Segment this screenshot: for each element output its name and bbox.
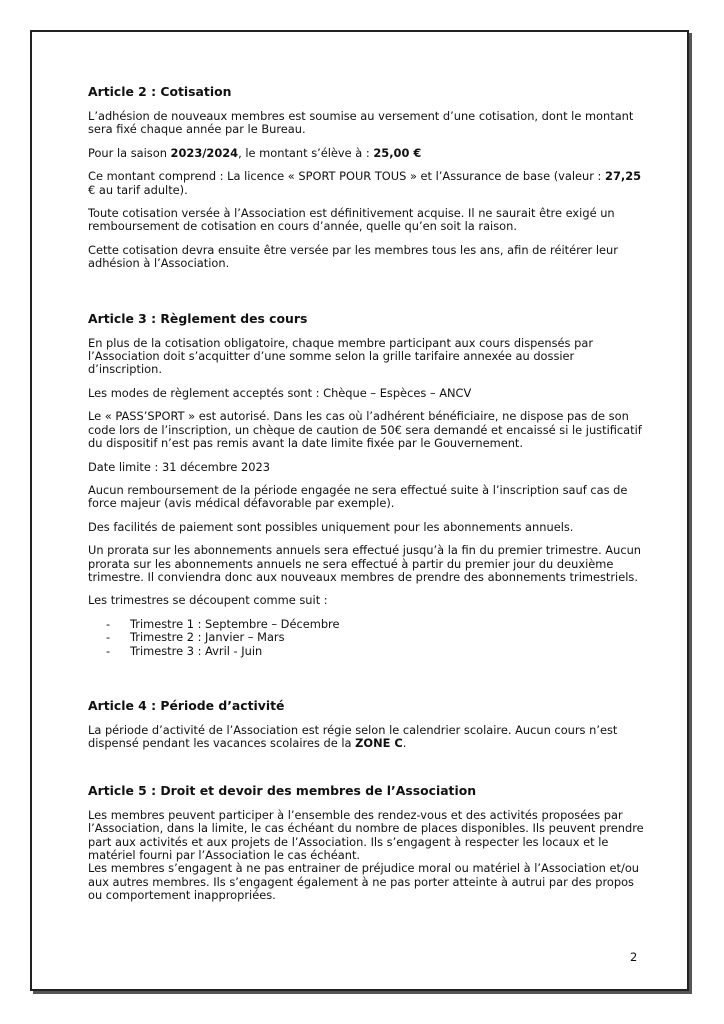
dash-bullet: - — [106, 616, 111, 631]
article-3-paragraph-2: Les modes de règlement acceptés sont : Chèque – Espèces – ANCV — [88, 385, 472, 400]
licence-text-end: € au tarif adulte). — [88, 182, 188, 197]
amount-text: , le montant s’élève à : — [238, 145, 374, 160]
article-3 — [88, 311, 648, 658]
calendar-text: La période d’activité de l’Association est régie selon le calendrier scolaire. Aucun cours n’est dispensé pendant les vacances scolaires de la — [88, 722, 618, 751]
list-item — [106, 645, 648, 658]
article-2-paragraph-5: Cette cotisation devra ensuite être versée par les membres tous les ans, afin de réitérer leur adhésion à l’Association. — [88, 242, 618, 271]
article-2-paragraph-3 — [88, 170, 648, 197]
dash-bullet: - — [106, 643, 111, 658]
list-item-text: Trimestre 3 : Avril - Juin — [130, 643, 263, 658]
article-5-paragraph-1: Les membres peuvent participer à l’ensemble des rendez-vous et des activités proposées par l’Association, dans la limite, le cas échéant du nombre de places disponibles. Ils peuvent prendre part aux activités et aux projets de l’Association. Ils s’engagent à respecter les locaux et le matériel fourni par l’Association le cas échéant. — [88, 807, 644, 862]
article-5-paragraph-2: Les membres s’engagent à ne pas entrainer de préjudice moral ou matériel à l’Association et/ou aux autres membres. Ils s’engagent également à ne pas porter atteinte à autrui par des propos ou comportement inappropriées. — [88, 861, 640, 903]
article-5 — [88, 783, 648, 903]
article-3-paragraph-3: Le « PASS’SPORT » est autorisé. Dans les cas où l’adhérent bénéficiaire, ne dispose pas de son code lors de l’inscription, un chèque de caution de 50€ sera demandé et encaissé si le justificatif du dispositif n’est pas remis avant la date limite fixée par le Gouvernement. — [88, 409, 642, 451]
licence-text: Ce montant comprend : La licence « SPORT POUR TOUS » et l’Assurance de base (valeur : — [88, 169, 606, 184]
list-item-text: Trimestre 2 : Janvier – Mars — [130, 630, 285, 645]
list-item — [106, 631, 648, 644]
article-3-paragraph-6: Des facilités de paiement sont possibles uniquement pour les abonnements annuels. — [88, 519, 574, 534]
article-3-paragraph-1: En plus de la cotisation obligatoire, chaque membre participant aux cours dispensés par l’Association doit s’acquitter d’une somme selon la grille tarifaire annexée au dossier d’inscription. — [88, 335, 593, 377]
article-3-paragraph-7: Un prorata sur les abonnements annuels sera effectué jusqu’à la fin du premier trimestre. Aucun prorata sur les abonnements annuels ne sera effectué à partir du premier jour du deuxième trimestre. Il conviendra donc aux nouveaux membres de prendre des abonnements trimestriels. — [88, 543, 642, 584]
article-4-paragraph-1 — [88, 724, 648, 751]
article-3-paragraph-8: Les trimestres se découpent comme suit : — [88, 593, 328, 608]
article-2 — [88, 84, 648, 271]
page-number: 2 — [630, 950, 638, 964]
licence-value: 27,25 — [605, 169, 642, 184]
article-5-title: Article 5 : Droit et devoir des membres de l’Association — [88, 782, 477, 798]
trimestres-list — [88, 618, 648, 658]
article-4-title: Article 4 : Période d’activité — [88, 697, 285, 713]
article-3-paragraph-4: Date limite : 31 décembre 2023 — [88, 459, 270, 474]
zone-value: ZONE C — [355, 736, 403, 751]
dash-bullet: - — [106, 630, 111, 645]
amount-value: 25,00 € — [373, 145, 422, 160]
season-value: 2023/2024 — [170, 145, 239, 160]
article-3-paragraph-5: Aucun remboursement de la période engagée ne sera effectué suite à l’inscription sauf cas de force majeur (avis médical défavorable par exemple). — [88, 482, 628, 511]
article-2-paragraph-2 — [88, 147, 648, 160]
list-item-text: Trimestre 1 : Septembre – Décembre — [130, 616, 340, 631]
calendar-text-end: . — [402, 736, 407, 751]
list-item — [106, 618, 648, 631]
article-2-paragraph-1: L’adhésion de nouveaux membres est soumise au versement d’une cotisation, dont le montant sera fixé chaque année par le Bureau. — [88, 109, 634, 137]
article-4 — [88, 698, 648, 751]
document-body — [88, 84, 648, 903]
article-3-title: Article 3 : Règlement des cours — [88, 310, 308, 326]
article-2-title: Article 2 : Cotisation — [88, 84, 232, 99]
article-2-paragraph-4: Toute cotisation versée à l’Association est définitivement acquise. Il ne saurait être exigé un remboursement de cotisation en cours d’année, quelle qu’en soit la raison. — [88, 206, 615, 234]
season-text: Pour la saison — [88, 145, 171, 160]
